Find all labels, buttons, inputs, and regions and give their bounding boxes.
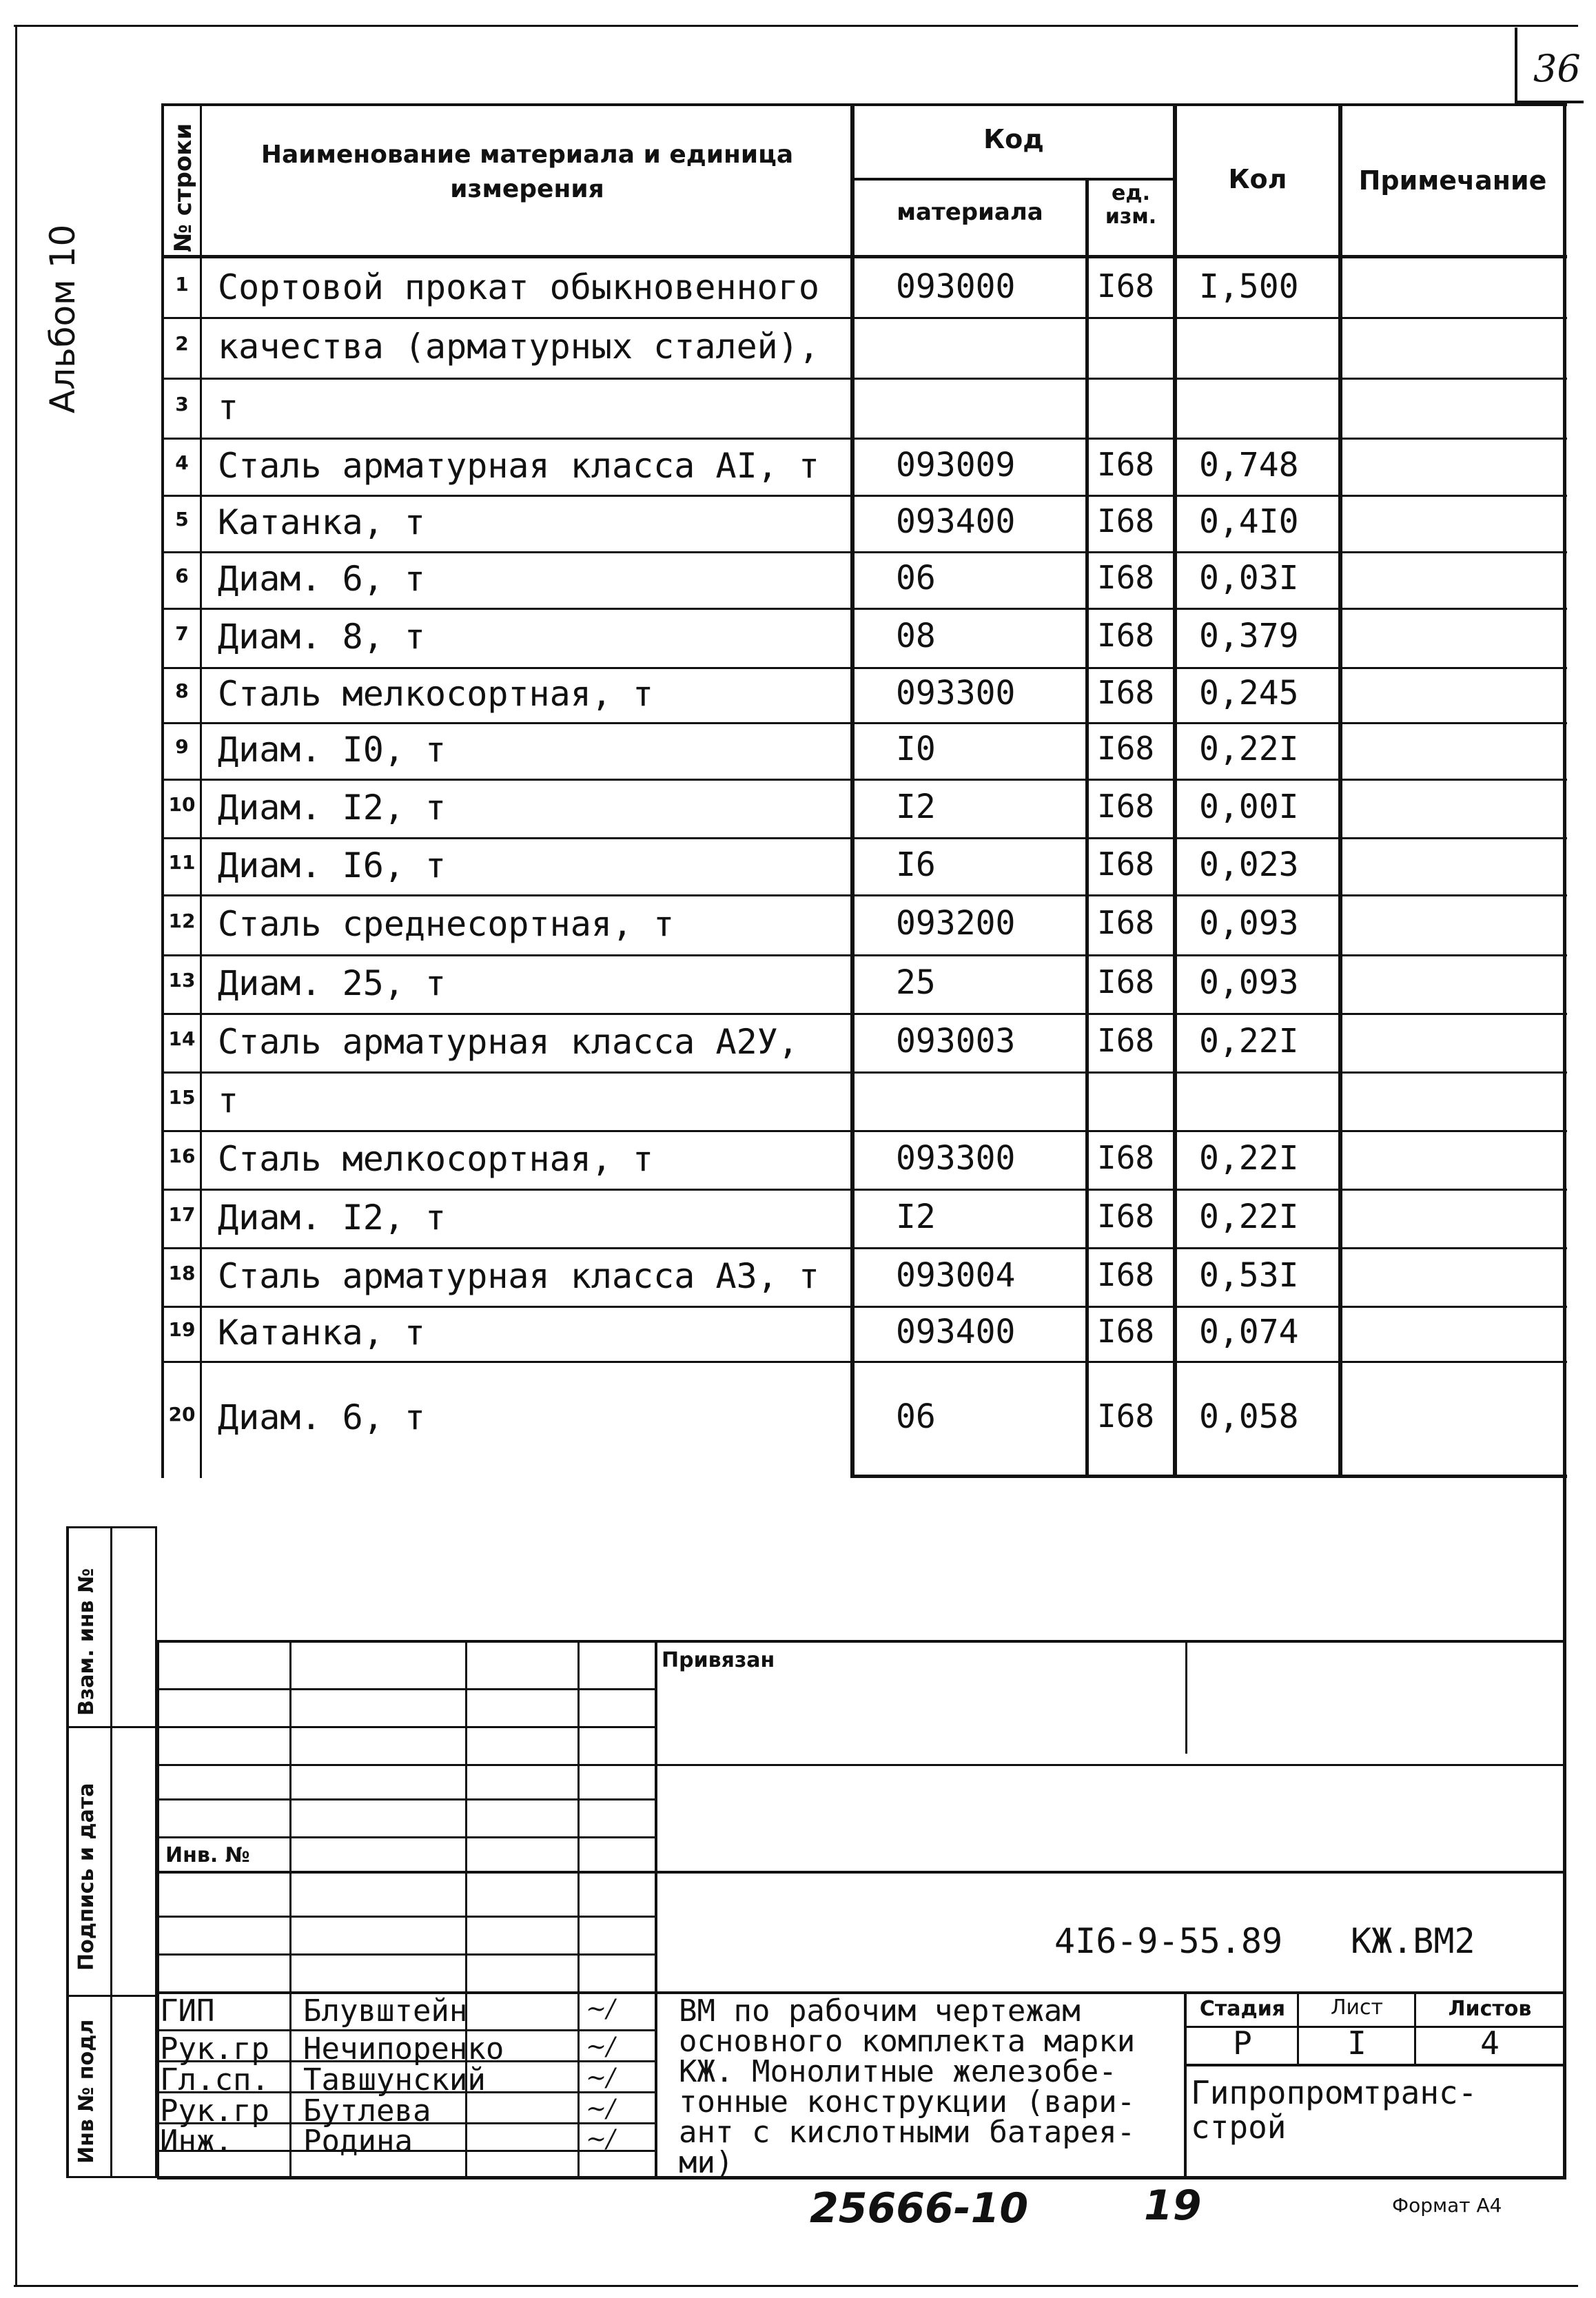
document-title-line: ВМ по рабочим чертежам <box>679 1993 1081 2029</box>
unit-code: I68 <box>1097 674 1155 711</box>
unit-code: I68 <box>1097 788 1155 825</box>
stamp-person: Родина <box>303 2124 413 2159</box>
row-number: 4 <box>175 451 189 474</box>
frame-top <box>14 25 1578 27</box>
material-name: Диам. I0, т <box>218 730 447 770</box>
stamp-role: Рук.гр <box>160 2093 269 2128</box>
material-code: I0 <box>896 730 936 768</box>
material-code: 093300 <box>896 1139 1016 1178</box>
row-number: 13 <box>168 969 196 992</box>
row-divider <box>161 317 1567 319</box>
row-divider <box>161 779 1567 781</box>
doc-mark: КЖ.ВМ2 <box>1351 1921 1475 1961</box>
stamp-role: Инж. <box>160 2124 233 2159</box>
material-name: Диам. I2, т <box>218 1198 447 1238</box>
sheets-label: Листов <box>1448 1997 1532 2021</box>
row-number: 16 <box>168 1145 196 1167</box>
material-name: Диам. 25, т <box>218 963 447 1003</box>
material-name: Сталь арматурная класса АI, т <box>218 446 819 486</box>
quantity: 0,4I0 <box>1199 502 1299 541</box>
row-number: 18 <box>168 1262 196 1284</box>
row-number: 5 <box>175 508 189 531</box>
stage-label: Стадия <box>1199 1997 1286 2021</box>
material-code: 25 <box>896 963 936 1002</box>
document-title-line: основного комплекта марки <box>679 2024 1136 2059</box>
material-name: Диам. 6, т <box>218 1397 426 1437</box>
material-name: Катанка, т <box>218 1313 426 1353</box>
row-divider <box>161 1189 1567 1191</box>
unit-code: I68 <box>1097 267 1155 305</box>
material-name: Сталь среднесортная, т <box>218 904 675 944</box>
material-name: т <box>218 1080 239 1120</box>
material-name: Сталь арматурная класса А2У, <box>218 1022 799 1062</box>
stamp-role: Гл.сп. <box>160 2062 269 2097</box>
unit-code: I68 <box>1097 1313 1155 1350</box>
label-inv-podl: Инв № подл <box>74 2019 99 2164</box>
unit-code: I68 <box>1097 1198 1155 1235</box>
stamp-person: Блувштейн <box>303 1993 468 2029</box>
row-number: 19 <box>168 1318 196 1341</box>
unit-code: I68 <box>1097 730 1155 767</box>
row-divider <box>161 1013 1567 1015</box>
row-divider <box>161 495 1567 497</box>
doc-code: 4I6-9-55.89 <box>1054 1921 1283 1961</box>
unit-code: I68 <box>1097 446 1155 483</box>
material-code: 093200 <box>896 904 1016 943</box>
quantity: 0,03I <box>1199 559 1299 597</box>
material-name: Диам. I2, т <box>218 788 447 828</box>
material-code: 08 <box>896 617 936 655</box>
material-code: 093400 <box>896 1313 1016 1351</box>
quantity: 0,245 <box>1199 674 1299 712</box>
quantity: 0,093 <box>1199 904 1299 943</box>
quantity: 0,22I <box>1199 1139 1299 1178</box>
row-divider <box>161 667 1567 669</box>
signature-mark: ~/ <box>586 2125 615 2153</box>
stamp-person: Нечипоренко <box>303 2031 504 2066</box>
material-code: 093003 <box>896 1022 1016 1060</box>
album-label: Альбом 10 <box>43 224 83 413</box>
page-number: 36 <box>1533 47 1581 90</box>
row-number: 15 <box>168 1086 196 1109</box>
frame-bottom <box>14 2285 1578 2287</box>
material-code: 093009 <box>896 446 1016 484</box>
row-number: 17 <box>168 1203 196 1226</box>
sheet-label: Лист <box>1330 1996 1384 2020</box>
header-row-no: № строки <box>170 123 197 252</box>
signature-mark: ~/ <box>586 2064 615 2092</box>
material-code: 093000 <box>896 267 1016 306</box>
unit-code: I68 <box>1097 963 1155 1001</box>
inv-no-label: Инв. № <box>165 1843 250 1867</box>
unit-code: I68 <box>1097 904 1155 941</box>
label-vzam: Взам. инв № <box>74 1568 99 1716</box>
header-unit: ед. изм. <box>1105 181 1157 229</box>
row-number: 14 <box>168 1027 196 1050</box>
frame-left <box>15 25 17 2285</box>
row-divider <box>161 551 1567 553</box>
material-code: I2 <box>896 788 936 826</box>
quantity: 0,00I <box>1199 788 1299 826</box>
row-number: 12 <box>168 910 196 932</box>
footer-page: 19 <box>1144 2182 1202 2230</box>
quantity: 0,379 <box>1199 617 1299 655</box>
document-title-line: тонные конструкции (вари- <box>679 2084 1136 2120</box>
row-divider <box>161 722 1567 724</box>
archive-number: 25666-10 <box>810 2184 1029 2233</box>
header-qty: Кол <box>1228 164 1287 194</box>
stage-value: Р <box>1233 2024 1252 2062</box>
format-label: Формат А4 <box>1392 2194 1502 2217</box>
row-divider <box>161 1306 1567 1308</box>
row-number: 1 <box>175 273 189 296</box>
row-number: 10 <box>168 793 196 816</box>
material-name: Диам. 8, т <box>218 617 426 657</box>
material-code: 06 <box>896 559 936 597</box>
row-divider <box>161 894 1567 896</box>
material-code: I2 <box>896 1198 936 1236</box>
unit-code: I68 <box>1097 1139 1155 1176</box>
material-name: качества (арматурных сталей), <box>218 327 819 367</box>
sheets-value: 4 <box>1480 2024 1500 2062</box>
org-line-2: строй <box>1191 2109 1287 2146</box>
quantity: 0,22I <box>1199 1022 1299 1060</box>
quantity: 0,058 <box>1199 1397 1299 1436</box>
row-divider <box>161 608 1567 610</box>
row-number: 20 <box>168 1403 196 1426</box>
quantity: 0,074 <box>1199 1313 1299 1351</box>
unit-code: I68 <box>1097 559 1155 596</box>
org-line-1: Гипропромтранс- <box>1191 2074 1477 2111</box>
material-name: Диам. 6, т <box>218 559 426 599</box>
unit-code: I68 <box>1097 1022 1155 1059</box>
material-code: 093300 <box>896 674 1016 712</box>
row-number: 6 <box>175 564 189 587</box>
row-number: 8 <box>175 679 189 702</box>
material-code: 06 <box>896 1397 936 1436</box>
document-title-line: ант с кислотными батарея- <box>679 2115 1136 2150</box>
header-note: Примечание <box>1358 165 1547 196</box>
material-name: Сталь мелкосортная, т <box>218 674 654 714</box>
unit-code: I68 <box>1097 1256 1155 1293</box>
stamp-person: Бутлева <box>303 2093 431 2128</box>
row-divider <box>161 1361 1567 1363</box>
row-number: 2 <box>175 332 189 355</box>
label-podpis: Подпись и дата <box>74 1783 99 1971</box>
row-divider <box>161 378 1567 380</box>
unit-code: I68 <box>1097 845 1155 883</box>
material-name: Катанка, т <box>218 502 426 542</box>
material-code: I6 <box>896 845 936 884</box>
row-divider <box>161 1071 1567 1074</box>
signature-mark: ~/ <box>586 2095 615 2123</box>
material-name: Диам. I6, т <box>218 845 447 885</box>
unit-code: I68 <box>1097 502 1155 540</box>
privyazan-label: Привязан <box>662 1648 775 1672</box>
material-code: 093004 <box>896 1256 1016 1295</box>
material-name: Сталь арматурная класса А3, т <box>218 1256 819 1296</box>
material-code: 093400 <box>896 502 1016 541</box>
row-number: 9 <box>175 735 189 758</box>
quantity: 0,22I <box>1199 730 1299 768</box>
row-divider <box>161 1247 1567 1249</box>
row-divider <box>161 837 1567 839</box>
stamp-role: ГИП <box>160 1993 215 2029</box>
document-title-line: КЖ. Монолитные железобе- <box>679 2054 1117 2089</box>
quantity: I,500 <box>1199 267 1299 306</box>
row-number: 3 <box>175 393 189 416</box>
quantity: 0,53I <box>1199 1256 1299 1295</box>
signature-mark: ~/ <box>586 1995 615 2023</box>
signature-mark: ~/ <box>586 2033 615 2061</box>
material-name: Сталь мелкосортная, т <box>218 1139 654 1179</box>
quantity: 0,093 <box>1199 963 1299 1002</box>
row-divider <box>161 1130 1567 1132</box>
sheet-value: I <box>1347 2024 1367 2062</box>
quantity: 0,023 <box>1199 845 1299 884</box>
header-material: материала <box>897 198 1043 226</box>
quantity: 0,22I <box>1199 1198 1299 1236</box>
header-code: Код <box>983 124 1044 154</box>
material-name: т <box>218 387 239 427</box>
row-number: 7 <box>175 622 189 645</box>
stamp-person: Тавшунский <box>303 2062 486 2097</box>
stamp-role: Рук.гр <box>160 2031 269 2066</box>
row-divider <box>161 438 1567 440</box>
material-name: Сортовой прокат обыкновенного <box>218 267 819 307</box>
row-divider <box>161 954 1567 956</box>
unit-code: I68 <box>1097 1397 1155 1435</box>
quantity: 0,748 <box>1199 446 1299 484</box>
row-number: 11 <box>168 851 196 874</box>
header-name: Наименование материала и единица измерения <box>260 141 794 203</box>
document-title-line: ми) <box>679 2145 734 2180</box>
unit-code: I68 <box>1097 617 1155 654</box>
